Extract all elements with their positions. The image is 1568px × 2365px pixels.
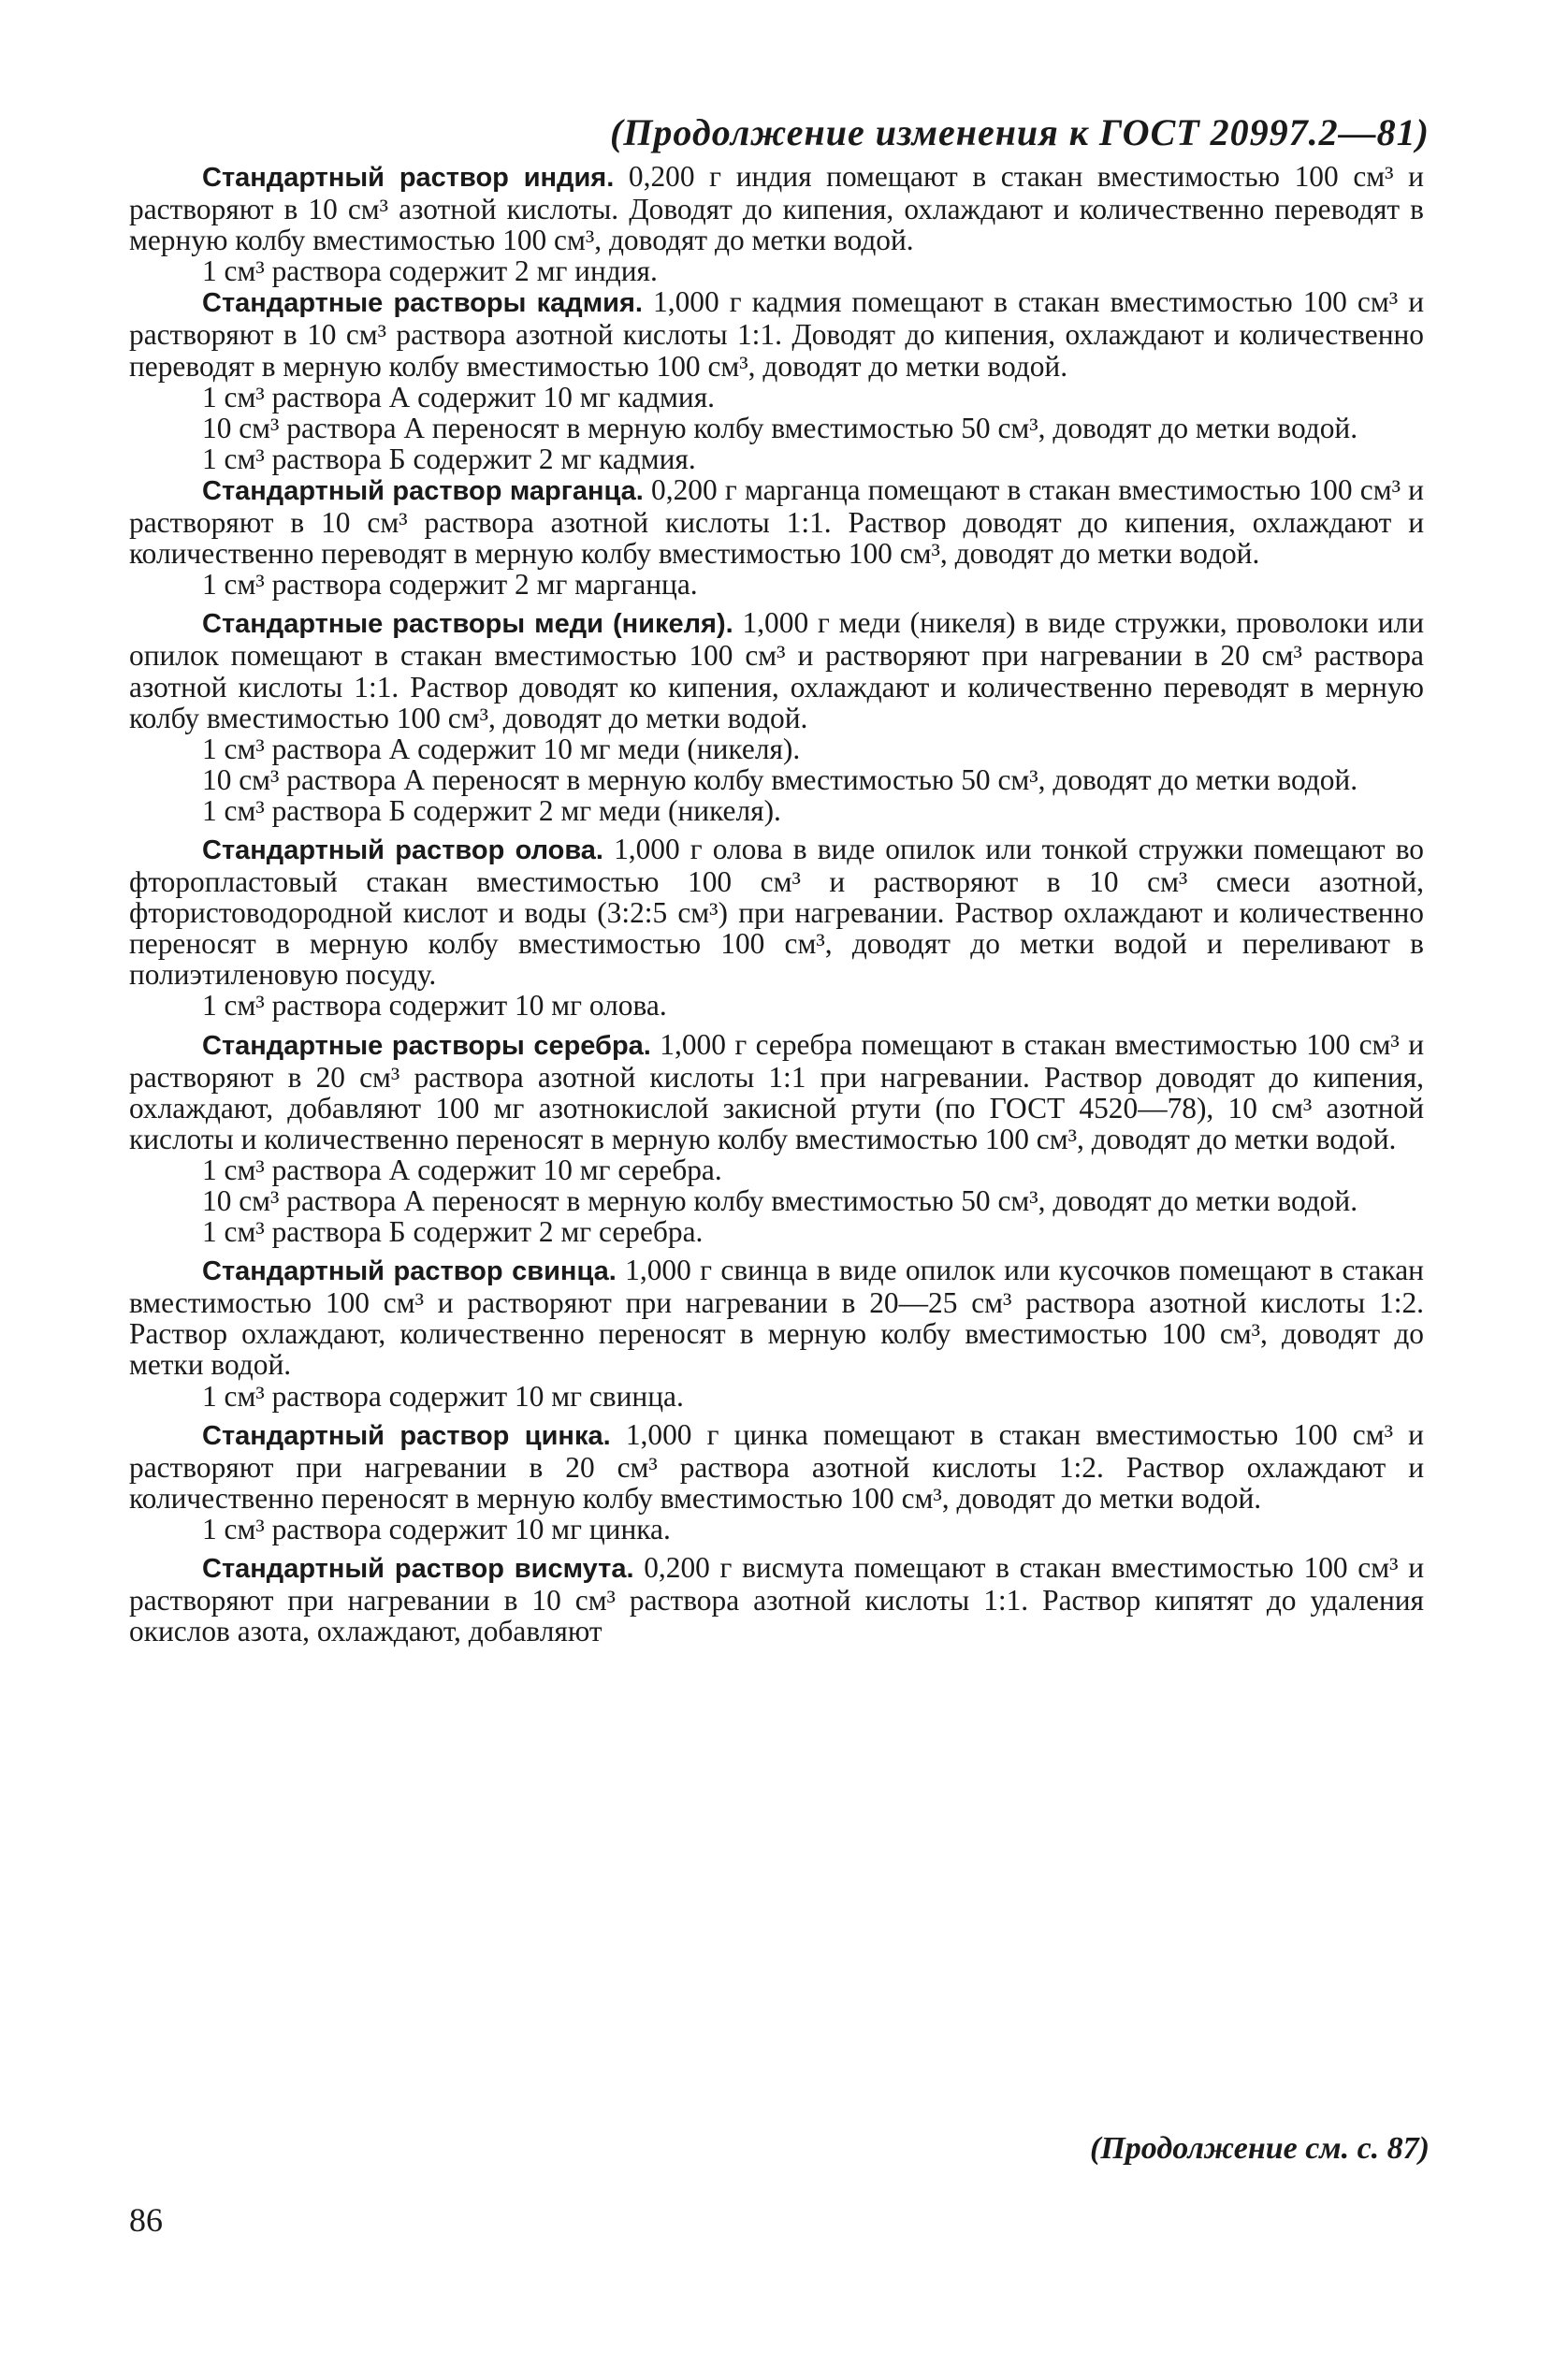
paragraph: 1 см³ раствора содержит 10 мг цинка. bbox=[202, 1512, 671, 1545]
paragraph: 1 см³ раствора Б содержит 2 мг кадмия. bbox=[202, 442, 696, 475]
paragraph: 1 см³ раствора содержит 2 мг марганца. bbox=[202, 568, 698, 602]
page-number: 86 bbox=[129, 2201, 163, 2239]
paragraph-text: 1,000 г олова в виде опилок или тонкой стружки помещают во фторопластовый стакан вместимостью 100 см³ и растворяют в 10 см³ смеси азотной, фтористоводородной кислот и воды (3:2:5 см³) при нагревании. Раствор охлаждают и количественно переносят в мерную колбу вместимостью 100 см³, доводят до метки водой и переливают в полиэтиленовую посуду. bbox=[129, 832, 1424, 992]
paragraph-title: Стандартные растворы кадмия. bbox=[202, 288, 643, 319]
paragraph: 1 см³ раствора Б содержит 2 мг серебра. bbox=[202, 1215, 704, 1249]
paragraph bbox=[129, 161, 1424, 255]
paragraph-title: Стандартный раствор индия. bbox=[202, 163, 615, 193]
paragraph: 10 см³ раствора А переносят в мерную колбу вместимостью 50 см³, доводят до метки водой. bbox=[202, 762, 1358, 796]
paragraph bbox=[129, 1255, 1424, 1380]
paragraph bbox=[129, 474, 1424, 569]
paragraph bbox=[129, 834, 1424, 990]
paragraph-text: 1,000 г кадмия помещают в стакан вместимостью 100 см³ и растворяют в 10 см³ раствора азотной кислоты 1:1. Доводят до кипения, охлаждают и количественно переводят в мерную колбу вместимостью 100 см³, доводят до метки водой. bbox=[129, 285, 1424, 383]
body-text bbox=[129, 161, 1424, 1647]
paragraph: 1 см³ раствора А содержит 10 мг меди (никеля). bbox=[202, 732, 801, 765]
paragraph bbox=[129, 1419, 1424, 1514]
paragraph-title: Стандартный раствор свинца. bbox=[202, 1256, 617, 1287]
paragraph-title: Стандартный раствор марганца. bbox=[202, 475, 644, 506]
paragraph bbox=[129, 1552, 1424, 1647]
paragraph: 1 см³ раствора содержит 10 мг свинца. bbox=[202, 1379, 684, 1413]
paragraph-text: 1,000 г свинца в виде опилок или кусочков помещают в стакан вместимостью 100 см³ и растворяют при нагревании в 20—25 см³ раствора азотной кислоты 1:2. Раствор охлаждают, количественно переносят в мерную колбу вместимостью 100 см³, доводят до метки водой. bbox=[129, 1254, 1424, 1382]
paragraph-title: Стандартный раствор висмута. bbox=[202, 1554, 634, 1585]
paragraph: 10 см³ раствора А переносят в мерную колбу вместимостью 50 см³, доводят до метки водой. bbox=[202, 1184, 1358, 1217]
paragraph-title: Стандартные растворы меди (никеля). bbox=[202, 609, 733, 640]
paragraph-text: 1,000 г меди (никеля) в виде стружки, проволоки или опилок помещают в стакан вместимостью 100 см³ и растворяют при нагревании в 20 см³ раствора азотной кислоты 1:1. Раствор доводят ко кипения, охлаждают и количественно переводят в мерную колбу вместимостью 100 см³, доводят до метки водой. bbox=[129, 606, 1424, 734]
paragraph bbox=[129, 286, 1424, 381]
paragraph-title: Стандартный раствор цинка. bbox=[202, 1420, 611, 1451]
paragraph-title: Стандартные растворы серебра. bbox=[202, 1030, 651, 1061]
paragraph: 1 см³ раствора А содержит 10 мг серебра. bbox=[202, 1153, 722, 1186]
paragraph: 10 см³ раствора А переносят в мерную колбу вместимостью 50 см³, доводят до метки водой. bbox=[202, 411, 1358, 444]
paragraph-text: 0,200 г марганца помещают в стакан вместимостью 100 см³ и растворяют в 10 см³ раствора азотной кислоты 1:1. Раствор доводят до кипения, охлаждают и количественно переводят в мерную колбу вместимостью 100 см³, доводят до метки водой. bbox=[129, 472, 1424, 571]
paragraph: 1 см³ раствора Б содержит 2 мг меди (никеля). bbox=[202, 793, 781, 827]
paragraph-text: 0,200 г индия помещают в стакан вместимостью 100 см³ и растворяют в 10 см³ азотной кислоты. Доводят до кипения, охлаждают и количественно переводят в мерную колбу вместимостью 100 см³, доводят до метки водой. bbox=[129, 160, 1424, 257]
paragraph-text: 1,000 г серебра помещают в стакан вместимостью 100 см³ и растворяют в 20 см³ раствора азотной кислоты 1:1 при нагревании. Раствор доводят до кипения, охлаждают, добавляют 100 мг азотнокислой закисной ртути (по ГОСТ 4520—78), 10 см³ азотной кислоты и количественно переносят в мерную колбу вместимостью 100 см³, доводят до метки водой. bbox=[129, 1027, 1424, 1155]
paragraph bbox=[129, 607, 1424, 733]
paragraph: 1 см³ раствора А содержит 10 мг кадмия. bbox=[202, 380, 716, 414]
continuation-footer: (Продолжение см. с. 87) bbox=[1090, 2131, 1430, 2166]
paragraph-title: Стандартный раствор олова. bbox=[202, 834, 603, 865]
paragraph-text: 1,000 г цинка помещают в стакан вместимостью 100 см³ и растворяют при нагревании в 20 см³ раствора азотной кислоты 1:2. Раствор охлаждают и количественно переносят в мерную колбу вместимостью 100 см³, доводят до метки водой. bbox=[129, 1417, 1424, 1515]
paragraph-text: 0,200 г висмута помещают в стакан вместимостью 100 см³ и растворяют при нагревании в 10 см³ раствора азотной кислоты 1:1. Раствор кипятят до удаления окислов азота, охлаждают, добавляют bbox=[129, 1551, 1424, 1648]
continuation-header: (Продолжение изменения к ГОСТ 20997.2—81) bbox=[609, 111, 1430, 153]
paragraph: 1 см³ раствора содержит 10 мг олова. bbox=[202, 989, 667, 1023]
paragraph bbox=[129, 1029, 1424, 1154]
paragraph: 1 см³ раствора содержит 2 мг индия. bbox=[202, 254, 658, 288]
